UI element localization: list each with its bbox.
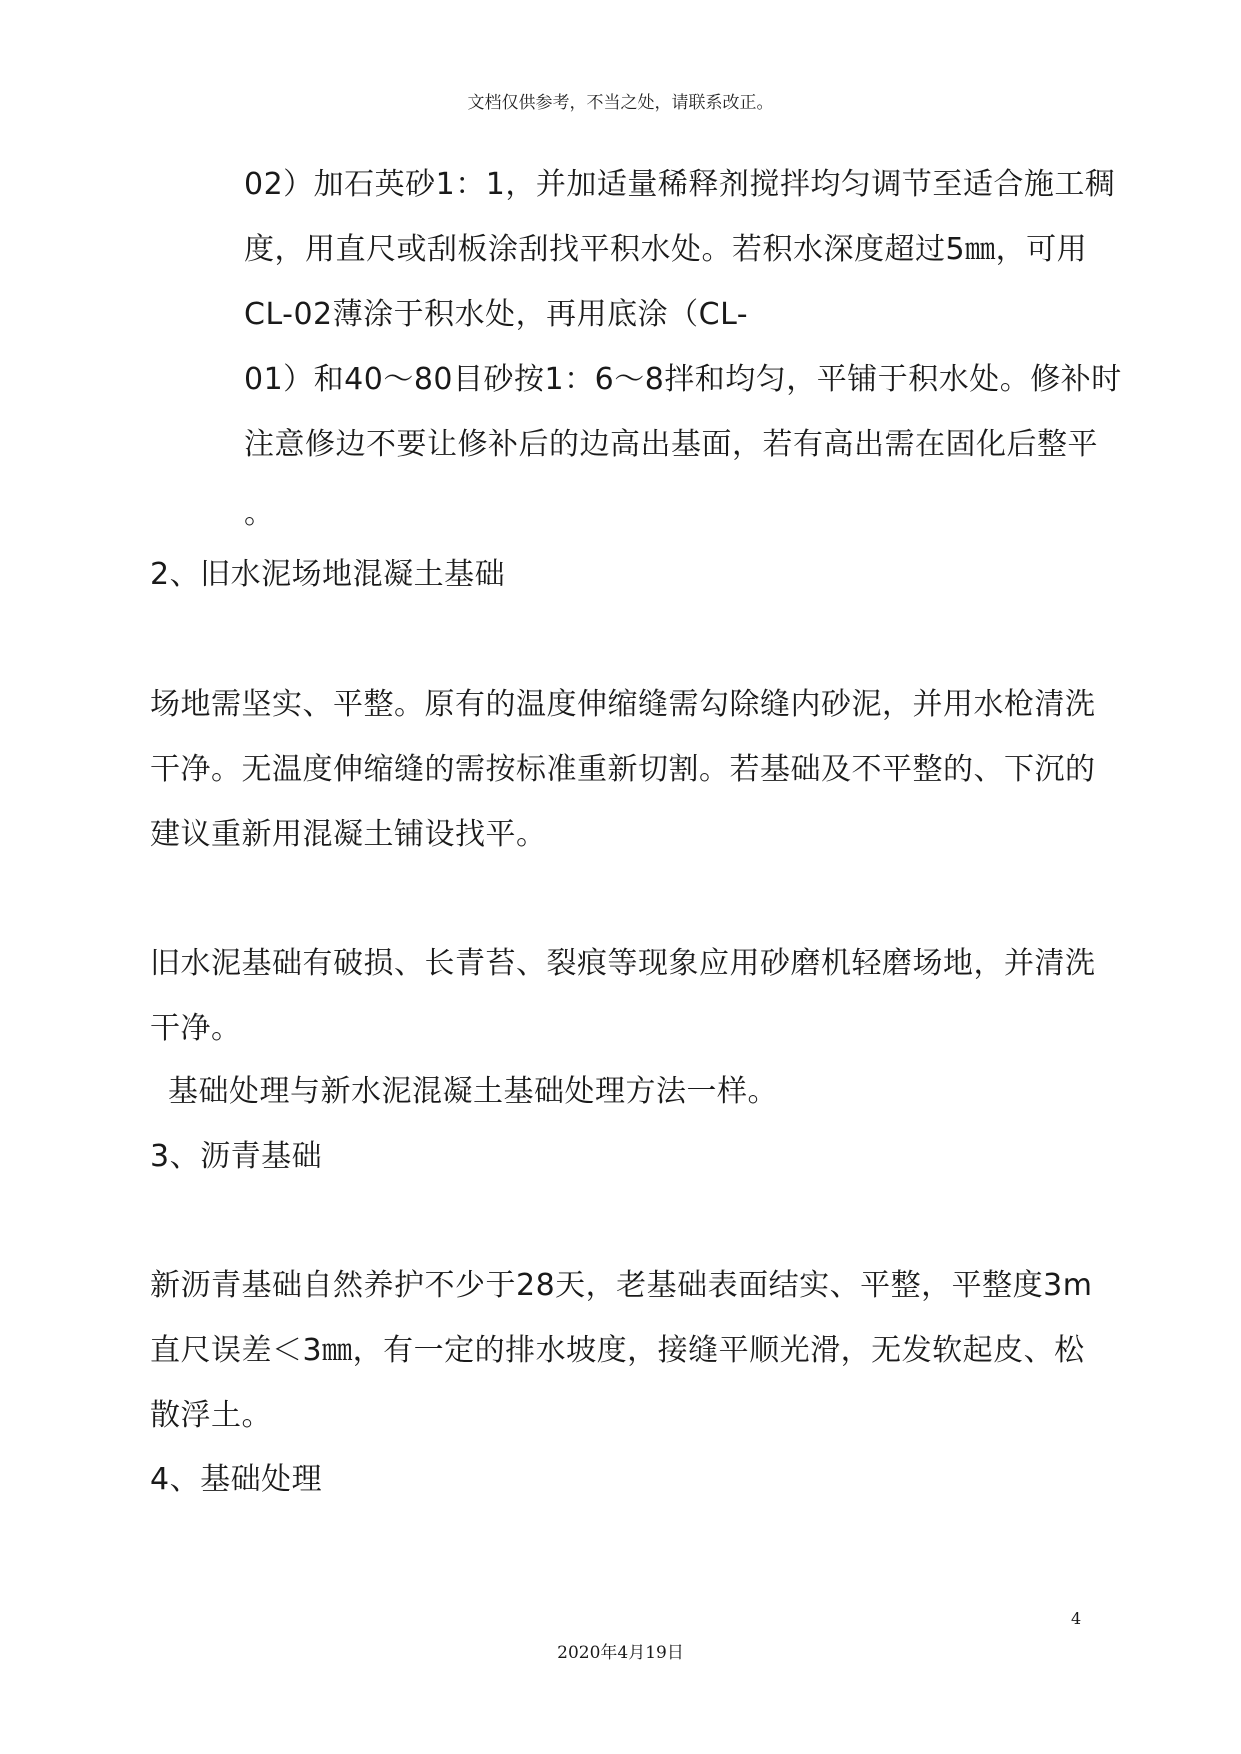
text-line: 基础处理与新水泥混凝土基础处理方法一样。: [168, 1074, 778, 1109]
text-line: 注意修边不要让修补后的边高出基面，若有高出需在固化后整平: [244, 427, 1098, 462]
text-line: 01）和40～80目砂按1：6～8拌和均匀，平铺于积水处。修补时: [244, 362, 1122, 397]
text-line: 度，用直尺或刮板涂刮找平积水处。若积水深度超过5㎜，可用: [244, 232, 1088, 267]
page-header: 文档仅供参考，不当之处，请联系改正。: [467, 93, 774, 113]
text-line: 新沥青基础自然养护不少于28天，老基础表面结实、平整，平整度3m: [150, 1268, 1093, 1303]
page-footer-date: 2020年4月19日: [557, 1643, 684, 1663]
text-line: CL-02薄涂于积水处，再用底涂（CL-: [244, 297, 749, 332]
section-heading: 2、旧水泥场地混凝土基础: [150, 557, 506, 592]
section-heading: 4、基础处理: [150, 1462, 323, 1497]
text-line: 建议重新用混凝土铺设找平。: [150, 817, 547, 852]
page-number: 4: [1071, 1609, 1082, 1628]
text-line: 。: [244, 496, 275, 531]
text-line: 02）加石英砂1：1，并加适量稀释剂搅拌均匀调节至适合施工稠: [244, 167, 1116, 202]
text-line: 散浮土。: [150, 1398, 272, 1433]
text-line: 场地需坚实、平整。原有的温度伸缩缝需勾除缝内砂泥，并用水枪清洗: [150, 687, 1096, 722]
text-line: 旧水泥基础有破损、长青苔、裂痕等现象应用砂磨机轻磨场地，并清洗: [150, 946, 1096, 981]
text-line: 干净。: [150, 1011, 242, 1046]
text-line: 干净。无温度伸缩缝的需按标准重新切割。若基础及不平整的、下沉的: [150, 752, 1096, 787]
section-heading: 3、沥青基础: [150, 1139, 323, 1174]
text-line: 直尺误差＜3㎜，有一定的排水坡度，接缝平顺光滑，无发软起皮、松: [150, 1333, 1085, 1368]
